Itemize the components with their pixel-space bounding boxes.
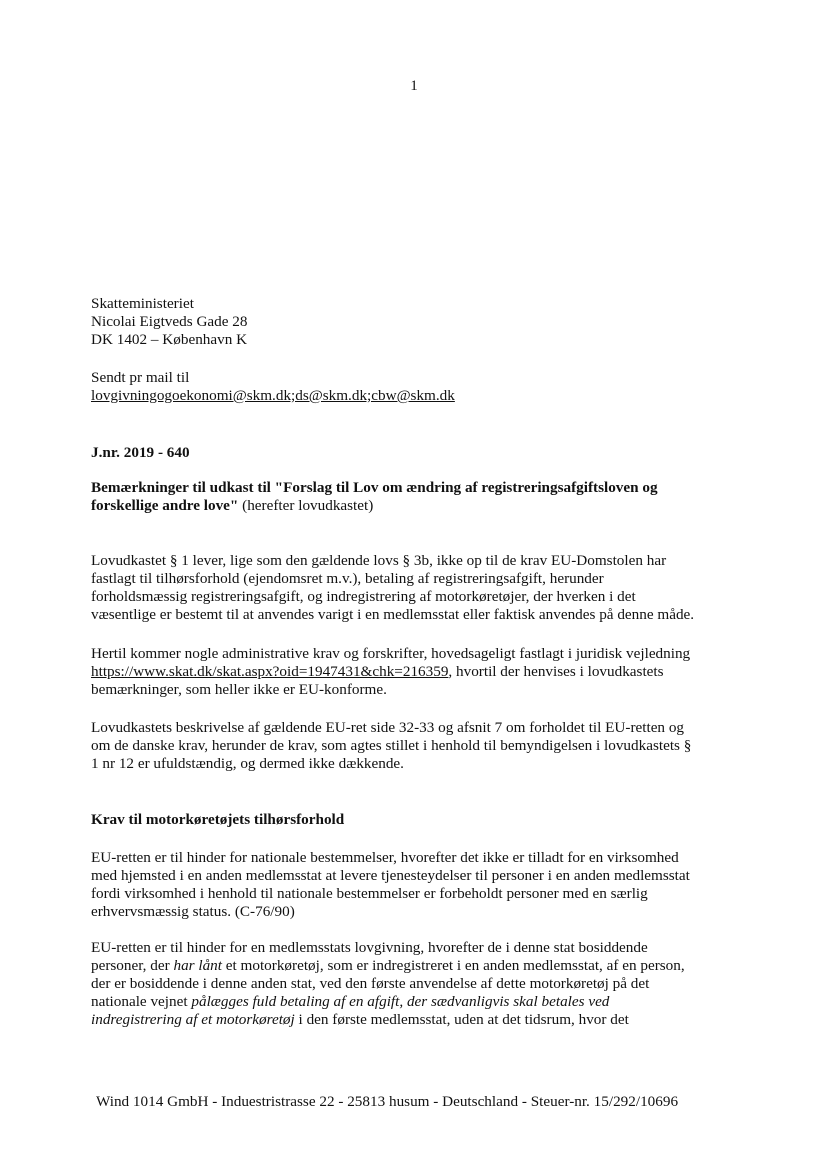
text-fragment: i den første medlemsstat, uden at det tidsrum, hvor det <box>294 1011 629 1028</box>
address-line: Nicolai Eigtveds Gade 28 <box>91 313 248 330</box>
text-line: forholdsmæssig registreringsafgift, og indregistrering af motorkøretøjer, der hverken i det <box>91 588 636 605</box>
skat-guidance-link[interactable]: https://www.skat.dk/skat.aspx?oid=1947431&chk=216359 <box>91 663 449 680</box>
text-line: væsentlige er bestemt til at anvendes varigt i en medlemsstat eller faktisk anvendes på denne måde. <box>91 606 695 623</box>
email-recipients-link[interactable]: lovgivningogoekonomi@skm.dk;ds@skm.dk;cbw@skm.dk <box>91 387 455 404</box>
italic-fragment: indregistrering af et motorkøretøj <box>91 1011 295 1028</box>
page-footer: Wind 1014 GmbH - Induestristrasse 22 - 25813 husum - Deutschland - Steuer-nr. 15/292/10696 <box>96 1093 679 1110</box>
text-line: der er bosiddende i denne anden stat, ved den første anvendelse af dette motorkøretøj på det <box>91 975 650 992</box>
text-line: med hjemsted i en anden medlemsstat at levere tjenesteydelser til personer i en anden medlemsstat <box>91 867 690 884</box>
section-paragraph-2 <box>91 939 771 1029</box>
italic-fragment: pålægges fuld betaling af en afgift, der sædvanligvis skal betales ved <box>191 993 610 1010</box>
address-line: DK 1402 – København K <box>91 331 248 348</box>
subject-line: forskellige andre love" <box>91 497 239 514</box>
address-line: Skatteministeriet <box>91 295 194 312</box>
paragraph-1 <box>91 552 771 624</box>
page-number: 1 <box>410 78 418 94</box>
text-line: erhvervsmæssig status. (C-76/90) <box>91 903 295 920</box>
italic-fragment: har lånt <box>173 957 222 974</box>
text-line: fordi virksomhed i henhold til nationale bestemmelser er forbeholdt personer med en særlig <box>91 885 648 902</box>
section-heading: Krav til motorkøretøjets tilhørsforhold <box>91 811 345 828</box>
subject-tail: (herefter lovudkastet) <box>238 497 374 514</box>
text-line: Hertil kommer nogle administrative krav og forskrifter, hovedsageligt fastlagt i juridisk vejledning <box>91 645 691 662</box>
text-line: bemærkninger, som heller ikke er EU-konforme. <box>91 681 387 698</box>
text-line: Lovudkastets beskrivelse af gældende EU-ret side 32-33 og afsnit 7 om forholdet til EU-retten og <box>91 719 685 736</box>
text-line: Lovudkastet § 1 lever, lige som den gældende lovs § 3b, ikke op til de krav EU-Domstolen har <box>91 552 667 569</box>
recipient-address <box>91 295 771 349</box>
text-line: EU-retten er til hinder for nationale bestemmelser, hvorefter det ikke er tilladt for en virksomhed <box>91 849 679 866</box>
sent-by-mail <box>91 369 771 405</box>
text-fragment: et motorkøretøj, som er indregistreret i en anden medlemsstat, af en person, <box>222 957 685 974</box>
case-reference: J.nr. 2019 - 640 <box>91 444 190 461</box>
text-line: om de danske krav, herunder de krav, som agtes stillet i henhold til bemyndigelsen i lovudkastets § <box>91 737 692 754</box>
text-line: , hvortil der henvises i lovudkastets <box>448 663 664 680</box>
text-line: EU-retten er til hinder for en medlemsstats lovgivning, hvorefter de i denne stat bosiddende <box>91 939 648 956</box>
text-line: 1 nr 12 er ufuldstændig, og dermed ikke dækkende. <box>91 755 404 772</box>
text-line: fastlagt til tilhørsforhold (ejendomsret m.v.), betaling af registreringsafgift, herunder <box>91 570 604 587</box>
paragraph-3 <box>91 719 771 773</box>
subject-heading <box>91 479 771 515</box>
paragraph-2 <box>91 645 771 699</box>
subject-line: Bemærkninger til udkast til "Forslag til Lov om ændring af registreringsafgiftsloven og <box>91 479 658 496</box>
text-fragment: nationale vejnet <box>91 993 192 1010</box>
section-paragraph-1 <box>91 849 771 921</box>
text-fragment: personer, der <box>91 957 174 974</box>
sent-label: Sendt pr mail til <box>91 369 190 386</box>
